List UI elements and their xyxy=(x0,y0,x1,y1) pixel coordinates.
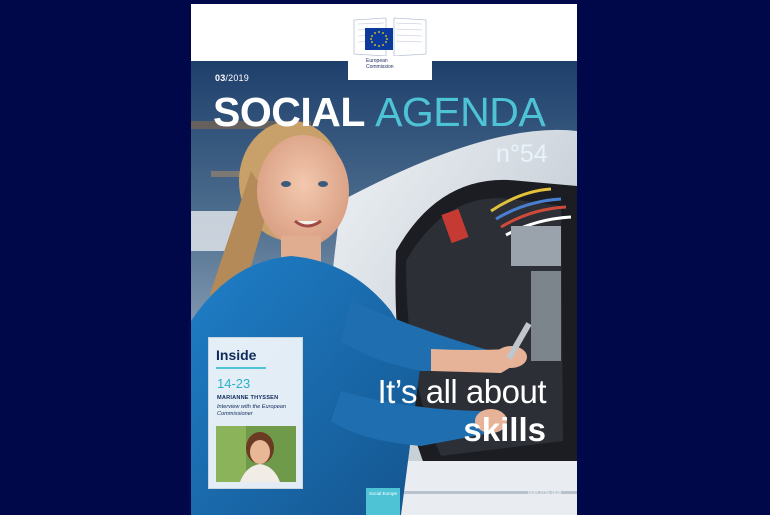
title-agenda: AGENDA xyxy=(375,89,546,135)
inside-divider xyxy=(216,367,266,369)
portrait-photo xyxy=(216,426,296,482)
european-commission-logo xyxy=(348,14,432,80)
headline-line2: skills xyxy=(463,411,546,448)
social-europe-tab xyxy=(366,488,400,515)
inside-pages: 14-23 xyxy=(217,376,251,391)
magazine-title xyxy=(213,88,545,136)
issue-date xyxy=(215,73,249,83)
issue-date-number: 03 xyxy=(215,73,226,83)
headline-line1: It’s all about xyxy=(377,373,546,410)
title-social: SOCIAL xyxy=(213,89,365,135)
inside-box xyxy=(208,337,303,489)
magazine-cover xyxy=(191,4,577,515)
logo-text-line1: European xyxy=(366,58,388,64)
issue-number: n°54 xyxy=(496,140,548,168)
inside-heading: Inside xyxy=(216,347,257,363)
social-europe-label: Social Europe xyxy=(369,491,398,496)
cover-headline xyxy=(341,373,546,449)
logo-text xyxy=(366,58,394,70)
logo-text-line2: Commission xyxy=(366,64,394,70)
eu-flag-icon xyxy=(365,28,393,50)
issn-number: ISSN 1725-2539 xyxy=(528,490,562,495)
issue-date-year: /2019 xyxy=(225,73,249,83)
inside-description: Interview with the European Commissioner xyxy=(217,404,287,417)
inside-person-name: MARIANNE THYSSEN xyxy=(217,395,279,401)
